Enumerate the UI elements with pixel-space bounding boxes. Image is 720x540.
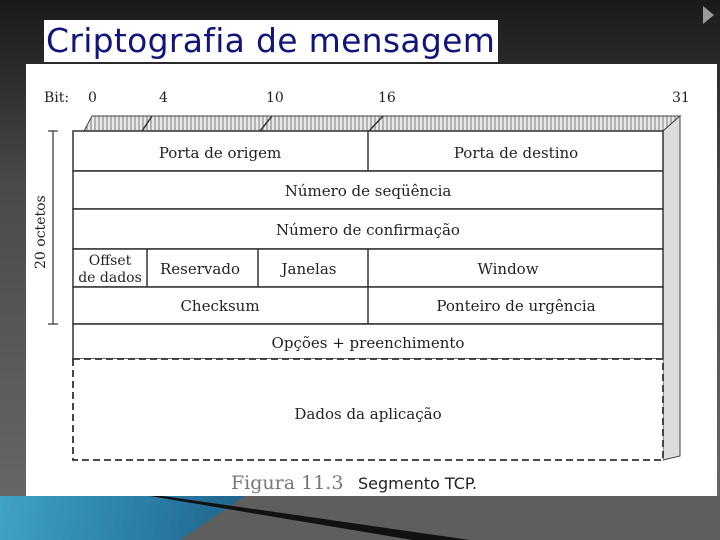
box-right-depth xyxy=(663,116,680,460)
field-reserved: Reservado xyxy=(160,260,240,278)
field-application-data: Dados da aplicação xyxy=(294,405,442,423)
field-sequence-number: Número de seqüência xyxy=(284,182,452,200)
field-ack-number: Número de confirmação xyxy=(276,221,460,239)
slide-title: Criptografia de mensagem xyxy=(44,20,498,62)
bit-label: Bit: xyxy=(44,90,70,106)
figure-panel xyxy=(26,64,717,496)
bit-tick-4: 4 xyxy=(159,90,168,106)
bit-tick-10: 10 xyxy=(266,90,284,106)
bit-tick-16: 16 xyxy=(378,90,396,106)
field-window: Window xyxy=(477,260,539,278)
field-options: Opções + preenchimento xyxy=(271,334,465,352)
caption-title: Segmento TCP. xyxy=(358,474,478,493)
tcp-segment-diagram xyxy=(26,64,717,496)
bit-tick-0: 0 xyxy=(88,90,97,106)
field-urgent-pointer: Ponteiro de urgência xyxy=(436,297,596,315)
octet-label: 20 octetos xyxy=(33,195,49,269)
field-source-port: Porta de origem xyxy=(158,144,282,162)
footer-decoration xyxy=(0,496,720,540)
bit-tick-31: 31 xyxy=(672,90,690,106)
field-offset-line1: Offset xyxy=(88,253,132,269)
field-offset-line2: de dados xyxy=(78,270,142,286)
bit-ruler-strip xyxy=(84,116,680,131)
field-destination-port: Porta de destino xyxy=(453,144,579,162)
field-flags: Janelas xyxy=(281,260,337,278)
next-arrow-icon[interactable] xyxy=(703,6,714,24)
field-checksum: Checksum xyxy=(180,297,260,315)
caption-figure-number: Figura 11.3 xyxy=(231,472,344,494)
